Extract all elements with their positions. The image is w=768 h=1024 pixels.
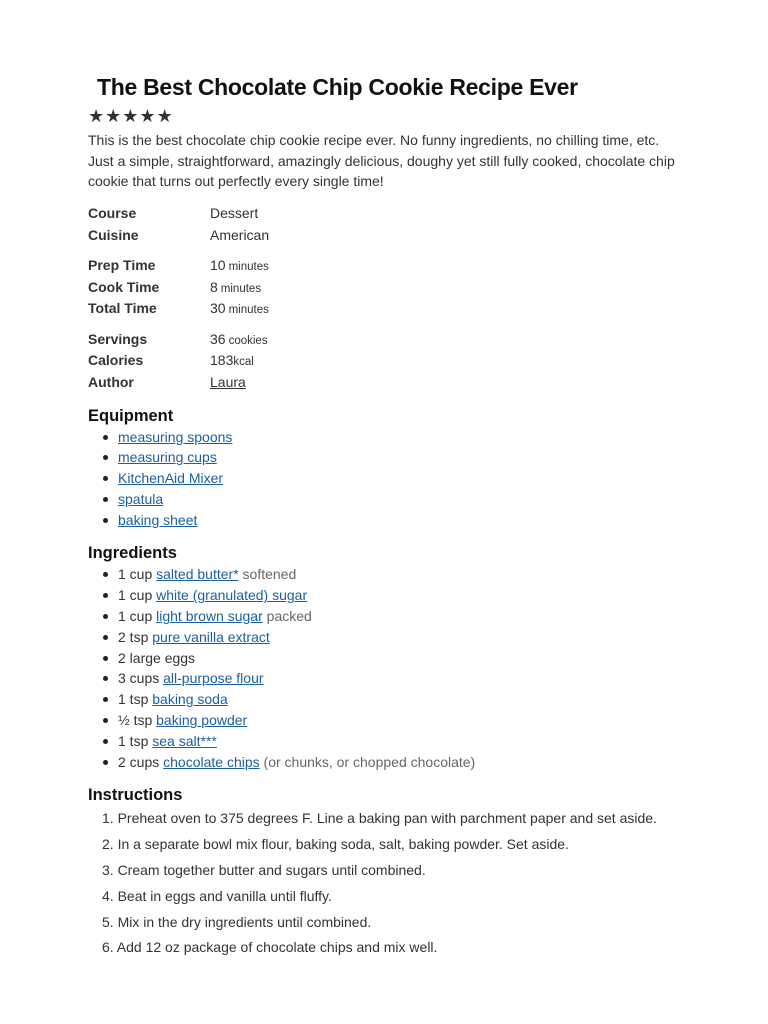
meta-unit: minutes <box>228 261 269 274</box>
meta-author <box>88 371 688 393</box>
instruction-step: 1. Preheat oven to 375 degrees F. Line a baking pan with parchment paper and set aside. <box>102 810 657 827</box>
equipment-section <box>88 405 688 531</box>
recipe-summary: This is the best chocolate chip cookie recipe ever. No funny ingredients, no chilling time, etc. Just a simple, straightforward, amazingly delicious, doughy yet still fully cooked, chocolate chip cookie that turns out perfectly every single time! <box>88 132 675 189</box>
ingredient-amount: ½ tsp <box>118 712 153 729</box>
page-title: The Best Chocolate Chip Cookie Recipe Ever <box>97 74 578 100</box>
star-icon[interactable]: ★ <box>88 106 105 126</box>
meta-value-wrap <box>210 331 268 347</box>
list-item <box>88 427 688 448</box>
meta-group-times <box>88 255 688 320</box>
equipment-link[interactable]: KitchenAid Mixer <box>118 470 224 487</box>
ingredient-link[interactable]: white (granulated) sugar <box>156 587 308 604</box>
equipment-link[interactable]: baking sheet <box>118 511 198 528</box>
instruction-step: 4. Beat in eggs and vanilla until fluffy. <box>102 887 332 904</box>
rating-stars[interactable] <box>88 106 688 126</box>
equipment-link[interactable]: measuring spoons <box>118 428 233 445</box>
ingredient-note: softened <box>242 566 297 583</box>
list-item <box>88 447 688 468</box>
instructions-heading: Instructions <box>88 786 183 805</box>
ingredient-amount: 1 cup <box>118 566 153 583</box>
star-icon[interactable]: ★ <box>139 106 156 126</box>
meta-value: Dessert <box>210 205 259 222</box>
instruction-step: 5. Mix in the dry ingredients until combined. <box>102 913 372 930</box>
meta-label: Calories <box>88 352 144 369</box>
star-icon[interactable]: ★ <box>156 106 173 126</box>
meta-cuisine <box>88 224 688 246</box>
ingredient-amount: 2 large eggs <box>118 649 196 666</box>
list-item <box>88 510 688 531</box>
meta-group-servings <box>88 328 688 393</box>
meta-label: Total Time <box>88 300 157 317</box>
meta-cook-time <box>88 276 688 298</box>
meta-unit: minutes <box>220 282 262 295</box>
recipe-card <box>88 70 688 961</box>
list-item <box>88 468 688 489</box>
meta-unit: kcal <box>233 356 254 369</box>
meta-value: 30 <box>210 300 226 317</box>
meta-label: Servings <box>88 330 148 347</box>
ingredient-link[interactable]: pure vanilla extract <box>152 628 270 645</box>
instructions-list <box>88 806 688 961</box>
meta-course <box>88 203 688 225</box>
instructions-section <box>88 784 688 961</box>
list-item <box>88 489 688 510</box>
meta-label: Prep Time <box>88 257 156 274</box>
ingredient-note: packed <box>266 608 312 625</box>
list-item <box>88 710 688 731</box>
equipment-list <box>88 427 688 531</box>
star-icon[interactable]: ★ <box>105 106 122 126</box>
instruction-step: 2. In a separate bowl mix flour, baking soda, salt, baking powder. Set aside. <box>102 836 569 853</box>
list-item <box>88 627 688 648</box>
list-item <box>88 668 688 689</box>
meta-label: Cook Time <box>88 278 160 295</box>
meta-value: 10 <box>210 257 226 274</box>
meta-value-wrap <box>210 257 269 273</box>
meta-total-time <box>88 298 688 320</box>
meta-value: 36 <box>210 330 226 347</box>
ingredient-note: (or chunks, or chopped chocolate) <box>263 753 476 770</box>
ingredients-list <box>88 564 688 772</box>
instruction-step: 3. Cream together butter and sugars until combined. <box>102 862 426 879</box>
meta-unit: cookies <box>228 334 268 347</box>
ingredient-amount: 3 cups <box>118 670 160 687</box>
equipment-link[interactable]: spatula <box>118 490 164 507</box>
meta-unit: minutes <box>228 304 269 317</box>
meta-value-wrap <box>210 300 269 316</box>
list-item <box>88 689 688 710</box>
ingredient-link[interactable]: all-purpose flour <box>163 670 264 687</box>
list-item <box>88 606 688 627</box>
meta-prep-time <box>88 255 688 277</box>
meta-label: Cuisine <box>88 226 139 243</box>
list-item <box>88 752 688 773</box>
meta-group-category <box>88 203 688 246</box>
ingredient-link[interactable]: baking powder <box>156 712 248 729</box>
ingredient-amount: 2 tsp <box>118 628 149 645</box>
meta-label: Course <box>88 205 137 222</box>
ingredient-amount: 2 cups <box>118 753 160 770</box>
meta-value-wrap <box>210 279 261 295</box>
ingredient-amount: 1 cup <box>118 587 153 604</box>
meta-servings <box>88 328 688 350</box>
meta-value-wrap <box>210 352 254 368</box>
ingredient-amount: 1 tsp <box>118 732 149 749</box>
ingredient-amount: 1 tsp <box>118 691 149 708</box>
recipe-meta <box>88 203 688 393</box>
ingredient-link[interactable]: sea salt*** <box>152 732 217 749</box>
ingredient-amount: 1 cup <box>118 608 153 625</box>
meta-label: Author <box>88 373 134 390</box>
ingredients-heading: Ingredients <box>88 544 177 563</box>
instruction-step: 6. Add 12 oz package of chocolate chips and mix well. <box>102 939 438 956</box>
meta-value: 183 <box>210 352 234 369</box>
equipment-heading: Equipment <box>88 406 174 425</box>
ingredient-link[interactable]: salted butter* <box>156 566 239 583</box>
list-item <box>88 585 688 606</box>
meta-value: 8 <box>210 278 218 295</box>
meta-calories <box>88 350 688 372</box>
star-icon[interactable]: ★ <box>122 106 139 126</box>
meta-value: American <box>210 226 270 243</box>
ingredient-link[interactable]: light brown sugar <box>156 608 263 625</box>
ingredient-link[interactable]: baking soda <box>152 691 228 708</box>
list-item <box>88 564 688 585</box>
ingredients-section <box>88 542 688 772</box>
list-item <box>88 731 688 752</box>
list-item <box>88 648 688 669</box>
author-link[interactable]: Laura <box>210 373 246 390</box>
ingredient-link[interactable]: chocolate chips <box>163 753 260 770</box>
equipment-link[interactable]: measuring cups <box>118 449 217 466</box>
